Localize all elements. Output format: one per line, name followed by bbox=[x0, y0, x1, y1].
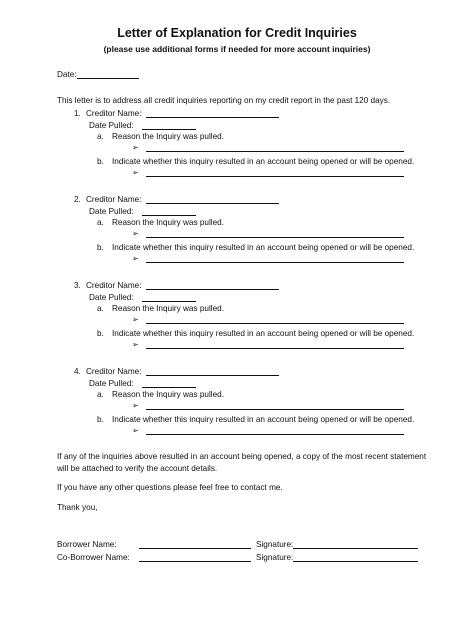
account-opened-label: Indicate whether this inquiry resulted in an account being opened or will be opened. bbox=[112, 415, 415, 424]
account-opened-field[interactable] bbox=[146, 176, 404, 177]
borrower-name-label: Borrower Name: bbox=[57, 540, 117, 549]
item-a-marker: a. bbox=[97, 390, 104, 399]
creditor-name-field[interactable] bbox=[146, 289, 279, 290]
borrower-signature-label: Signature: bbox=[256, 540, 294, 549]
item-b-marker: b. bbox=[97, 243, 104, 252]
document-title: Letter of Explanation for Credit Inquiries bbox=[117, 26, 357, 40]
co-borrower-name-label: Co-Borrower Name: bbox=[57, 553, 130, 562]
date-pulled-label: Date Pulled: bbox=[89, 121, 134, 130]
account-opened-label: Indicate whether this inquiry resulted in an account being opened or will be opened. bbox=[112, 243, 415, 252]
arrow-bullet-icon: ➢ bbox=[132, 229, 139, 238]
reason-label: Reason the Inquiry was pulled. bbox=[112, 218, 224, 227]
co-borrower-signature-field[interactable] bbox=[293, 561, 418, 562]
creditor-name-label: Creditor Name: bbox=[86, 281, 142, 290]
item-b-marker: b. bbox=[97, 157, 104, 166]
reason-label: Reason the Inquiry was pulled. bbox=[112, 304, 224, 313]
inquiry-number: 3. bbox=[74, 281, 81, 290]
date-field[interactable] bbox=[77, 78, 139, 79]
arrow-bullet-icon: ➢ bbox=[132, 143, 139, 152]
date-pulled-field[interactable] bbox=[142, 215, 196, 216]
creditor-name-label: Creditor Name: bbox=[86, 195, 142, 204]
arrow-bullet-icon: ➢ bbox=[132, 401, 139, 410]
thank-you-text: Thank you, bbox=[57, 503, 98, 512]
creditor-name-label: Creditor Name: bbox=[86, 367, 142, 376]
reason-field[interactable] bbox=[146, 151, 404, 152]
document-subtitle: (please use additional forms if needed for more account inquiries) bbox=[103, 44, 371, 54]
account-opened-field[interactable] bbox=[146, 262, 404, 263]
date-pulled-field[interactable] bbox=[142, 301, 196, 302]
arrow-bullet-icon: ➢ bbox=[132, 168, 139, 177]
inquiry-number: 1. bbox=[74, 109, 81, 118]
item-b-marker: b. bbox=[97, 329, 104, 338]
account-opened-field[interactable] bbox=[146, 348, 404, 349]
creditor-name-field[interactable] bbox=[146, 375, 279, 376]
statement-text-line-2: will be attached to verify the account details. bbox=[57, 464, 218, 473]
account-opened-label: Indicate whether this inquiry resulted in an account being opened or will be opened. bbox=[112, 329, 415, 338]
date-pulled-field[interactable] bbox=[142, 387, 196, 388]
reason-field[interactable] bbox=[146, 237, 404, 238]
arrow-bullet-icon: ➢ bbox=[132, 340, 139, 349]
creditor-name-field[interactable] bbox=[146, 203, 279, 204]
item-b-marker: b. bbox=[97, 415, 104, 424]
statement-text-line-1: If any of the inquiries above resulted in an account being opened, a copy of the most recent statement bbox=[57, 452, 427, 461]
borrower-name-field[interactable] bbox=[139, 548, 251, 549]
intro-text: This letter is to address all credit inquiries reporting on my credit report in the past 120 days. bbox=[57, 96, 391, 105]
reason-field[interactable] bbox=[146, 409, 404, 410]
co-borrower-signature-label: Signature: bbox=[256, 553, 294, 562]
account-opened-field[interactable] bbox=[146, 434, 404, 435]
item-a-marker: a. bbox=[97, 132, 104, 141]
inquiry-number: 2. bbox=[74, 195, 81, 204]
borrower-signature-field[interactable] bbox=[293, 548, 418, 549]
date-pulled-label: Date Pulled: bbox=[89, 207, 134, 216]
date-pulled-field[interactable] bbox=[142, 129, 196, 130]
date-label: Date: bbox=[57, 70, 77, 79]
account-opened-label: Indicate whether this inquiry resulted in an account being opened or will be opened. bbox=[112, 157, 415, 166]
date-pulled-label: Date Pulled: bbox=[89, 293, 134, 302]
date-pulled-label: Date Pulled: bbox=[89, 379, 134, 388]
arrow-bullet-icon: ➢ bbox=[132, 254, 139, 263]
arrow-bullet-icon: ➢ bbox=[132, 315, 139, 324]
creditor-name-field[interactable] bbox=[146, 117, 279, 118]
reason-field[interactable] bbox=[146, 323, 404, 324]
item-a-marker: a. bbox=[97, 304, 104, 313]
co-borrower-name-field[interactable] bbox=[139, 561, 251, 562]
reason-label: Reason the Inquiry was pulled. bbox=[112, 132, 224, 141]
creditor-name-label: Creditor Name: bbox=[86, 109, 142, 118]
questions-text: If you have any other questions please feel free to contact me. bbox=[57, 483, 283, 492]
inquiry-number: 4. bbox=[74, 367, 81, 376]
arrow-bullet-icon: ➢ bbox=[132, 426, 139, 435]
reason-label: Reason the Inquiry was pulled. bbox=[112, 390, 224, 399]
item-a-marker: a. bbox=[97, 218, 104, 227]
